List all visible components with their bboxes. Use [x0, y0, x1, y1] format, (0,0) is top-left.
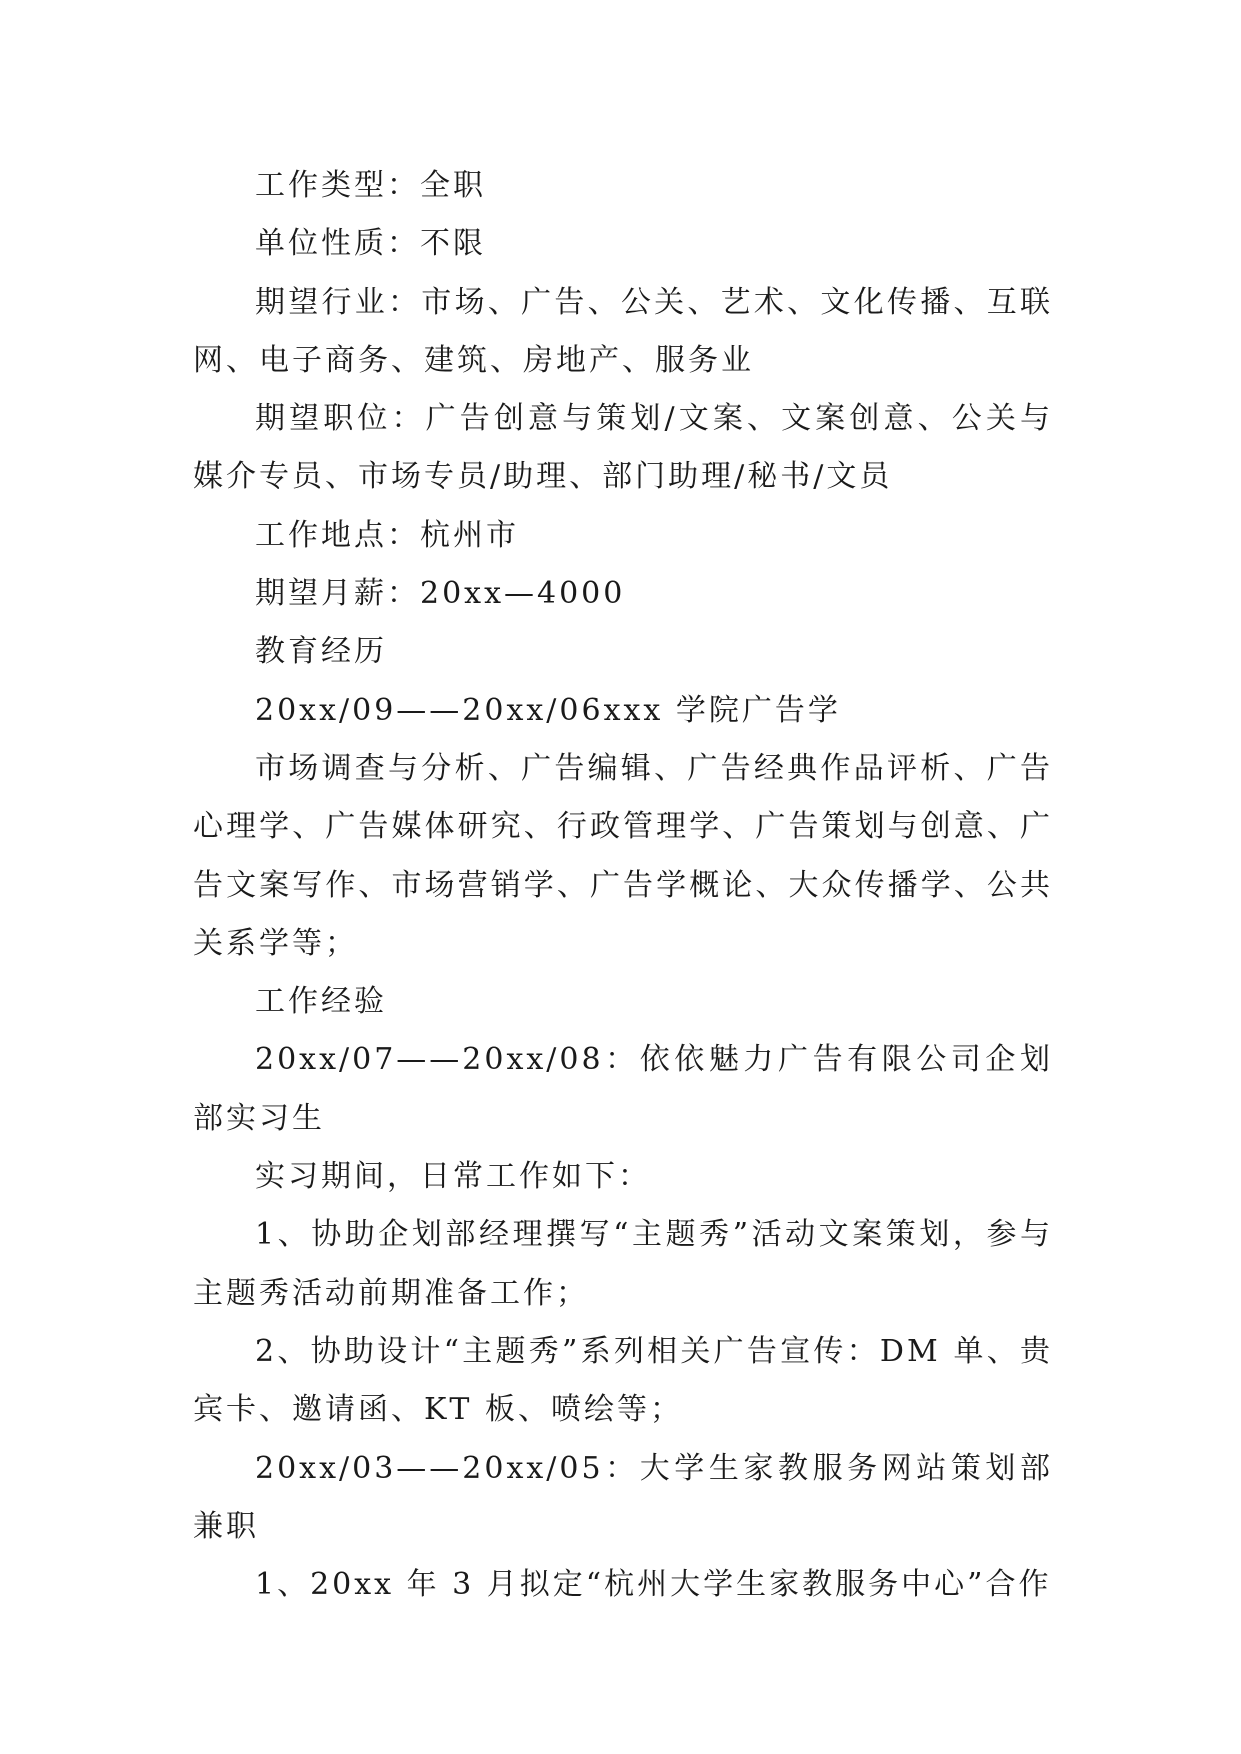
expected-position-paragraph: 期望职位：广告创意与策划/文案、文案创意、公关与媒介专员、市场专员/助理、部门助理/秘书/文员 [193, 401, 1053, 495]
internship-entry: 20xx/07——20xx/08：依依魅力广告有限公司企划部实习生 [193, 1042, 1053, 1136]
internship-duty-1: 1、协助企划部经理撰写“主题秀”活动文案策划，参与主题秀活动前期准备工作； [193, 1217, 1053, 1311]
document-body [193, 157, 1053, 1614]
expected-salary-line: 期望月薪：20xx—4000 [255, 576, 626, 612]
education-heading: 教育经历 [255, 634, 387, 670]
part-time-duty-1: 1、20xx 年 3 月拟定“杭州大学生家教服务中心”合作 [255, 1567, 1052, 1603]
job-type-line: 工作类型：全职 [255, 168, 486, 203]
internship-intro: 实习期间，日常工作如下： [255, 1159, 651, 1195]
courses-paragraph: 市场调查与分析、广告编辑、广告经典作品评析、广告心理学、广告媒体研究、行政管理学、广告策划与创意、广告文案写作、市场营销学、广告学概论、大众传播学、公共关系学等； [193, 750, 1053, 961]
company-nature-line: 单位性质：不限 [255, 226, 486, 262]
work-experience-heading: 工作经验 [255, 984, 387, 1020]
work-location-line: 工作地点：杭州市 [255, 517, 519, 553]
internship-duty-2: 2、协助设计“主题秀”系列相关广告宣传：DM 单、贵宾卡、邀请函、KT 板、喷绘等； [193, 1333, 1053, 1428]
education-entry: 20xx/09——20xx/06xxx 学院广告学 [255, 692, 841, 728]
part-time-entry: 20xx/03——20xx/05：大学生家教服务网站策划部兼职 [193, 1450, 1053, 1544]
expected-industry-paragraph: 期望行业：市场、广告、公关、艺术、文化传播、互联网、电子商务、建筑、房地产、服务业 [193, 284, 1053, 378]
